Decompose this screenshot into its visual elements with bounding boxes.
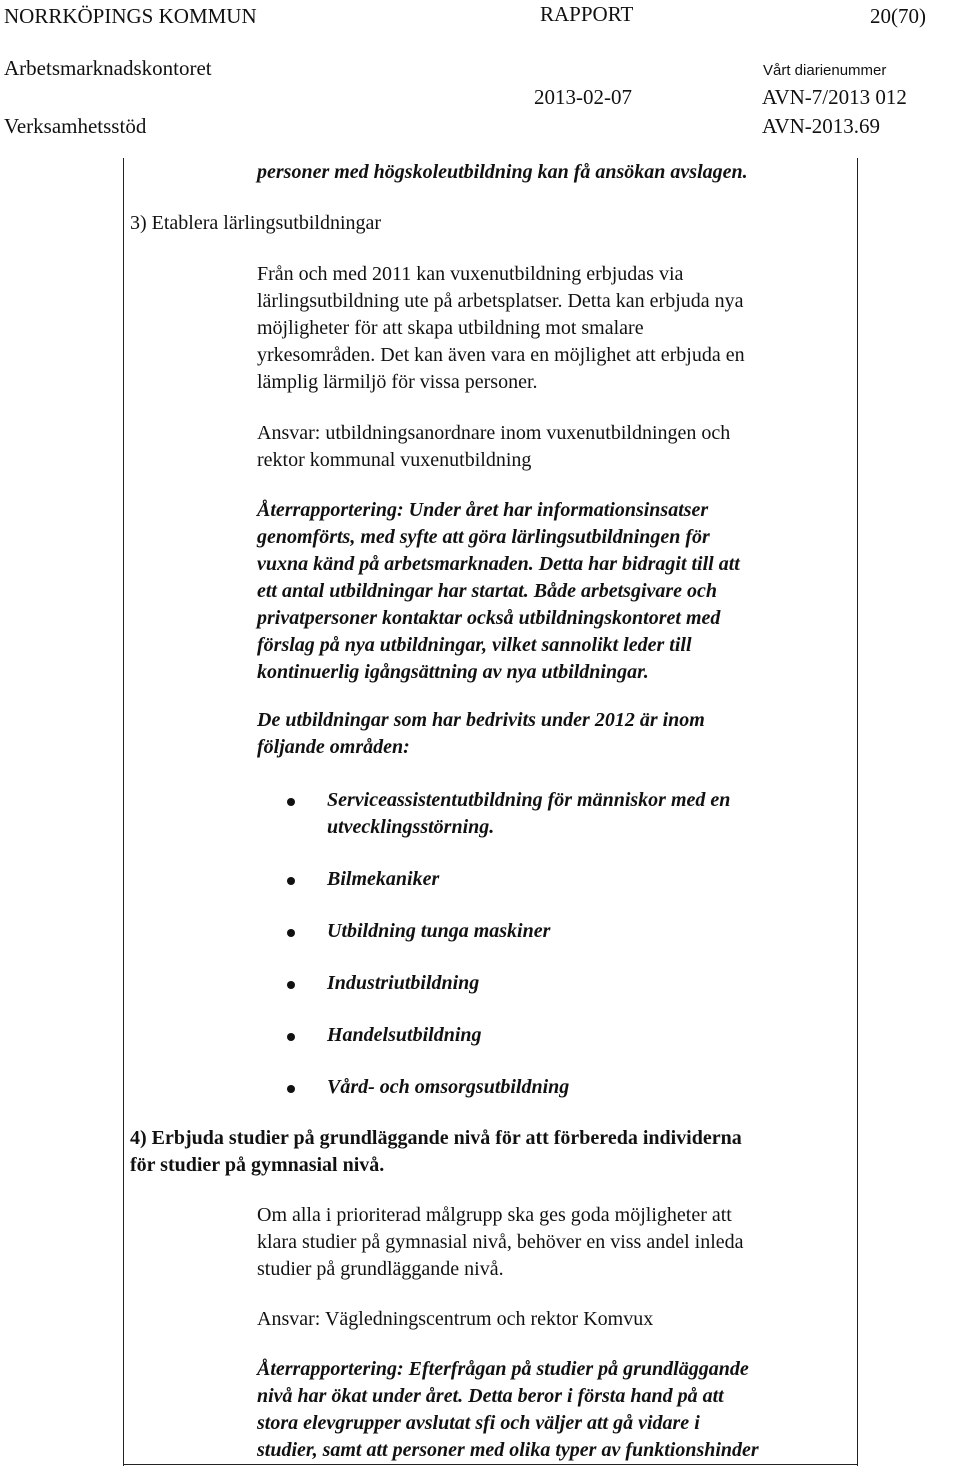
section-4-paragraph — [257, 1202, 744, 1283]
bullet-icon — [287, 981, 295, 989]
paragraph-line: lärlingsutbildning ute på arbetsplatser. Detta kan erbjuda nya — [257, 290, 744, 312]
section-4-responsibility: Ansvar: Vägledningscentrum och rektor Komvux — [257, 1308, 654, 1330]
diary-number-2: AVN-2013.69 — [762, 114, 881, 138]
table-border-bottom — [123, 1464, 857, 1465]
paragraph-line: klara studier på gymnasial nivå, behöver en viss andel inleda — [257, 1231, 744, 1253]
section-3-paragraph — [257, 261, 745, 396]
areas-intro — [257, 707, 705, 761]
org-name: NORRKÖPINGS KOMMUN — [4, 4, 257, 28]
paragraph-line: genomförts, med syfte att göra lärlingsutbildningen för — [257, 526, 710, 548]
paragraph-line: Återrapportering: Efterfrågan på studier på grundläggande — [257, 1358, 749, 1380]
paragraph-line: Ansvar: utbildningsanordnare inom vuxenutbildningen och — [257, 422, 731, 444]
list-item-text: Utbildning tunga maskiner — [327, 920, 551, 942]
diary-label: Vårt diarienummer — [763, 62, 887, 79]
paragraph-line: Återrapportering: Under året har informationsinsatser — [257, 499, 709, 521]
continued-line: personer med högskoleutbildning kan få ansökan avslagen. — [257, 161, 748, 183]
doc-type: RAPPORT — [540, 2, 634, 26]
bullet-icon — [287, 1085, 295, 1093]
diary-number-1: AVN-7/2013 012 — [762, 85, 907, 109]
section-3-report-back — [257, 497, 740, 686]
unit-name: Verksamhetsstöd — [4, 114, 147, 138]
paragraph-line: förslag på nya utbildningar, vilket sannolikt leder till — [257, 634, 692, 656]
heading-line: för studier på gymnasial nivå. — [130, 1154, 385, 1176]
list-item-text — [327, 787, 730, 841]
paragraph-line: följande områden: — [257, 736, 410, 758]
section-3-responsibility — [257, 420, 730, 474]
paragraph-line: stora elevgrupper avslutat sfi och väljer att gå vidare i — [257, 1412, 700, 1434]
list-item-text: Vård- och omsorgsutbildning — [327, 1076, 570, 1098]
list-item-text: Handelsutbildning — [327, 1024, 482, 1046]
department: Arbetsmarknadskontoret — [4, 56, 212, 80]
heading-line: 4) Erbjuda studier på grundläggande nivå för att förbereda individerna — [130, 1127, 742, 1149]
paragraph-line: lämplig lärmiljö för vissa personer. — [257, 371, 538, 393]
paragraph-line: De utbildningar som har bedrivits under 2012 är inom — [257, 709, 705, 731]
paragraph-line: vuxna känd på arbetsmarknaden. Detta har bidragit till att — [257, 553, 740, 575]
paragraph-line: privatpersoner kontaktar också utbildningskontoret med — [257, 607, 721, 629]
paragraph-line: möjligheter för att skapa utbildning mot smalare — [257, 317, 644, 339]
bullet-icon — [287, 798, 295, 806]
bullet-icon — [287, 1033, 295, 1041]
section-3-heading: 3) Etablera lärlingsutbildningar — [130, 212, 382, 234]
report-date: 2013-02-07 — [534, 85, 632, 109]
paragraph-line: kontinuerlig igångsättning av nya utbildningar. — [257, 661, 649, 683]
section-4-report-back — [257, 1356, 759, 1464]
list-item-text: Industriutbildning — [327, 972, 480, 994]
list-item-text: Bilmekaniker — [327, 868, 440, 890]
paragraph-line: nivå har ökat under året. Detta beror i första hand på att — [257, 1385, 724, 1407]
table-border-left — [123, 158, 124, 1466]
paragraph-line: studier på grundläggande nivå. — [257, 1258, 504, 1280]
bullet-icon — [287, 877, 295, 885]
table-border-right — [857, 158, 858, 1466]
bullet-icon — [287, 929, 295, 937]
list-item-line: Serviceassistentutbildning för människor med en — [327, 789, 731, 811]
paragraph-line: ett antal utbildningar har startat. Både arbetsgivare och — [257, 580, 718, 602]
page-number: 20(70) — [870, 4, 926, 28]
paragraph-line: Från och med 2011 kan vuxenutbildning erbjudas via — [257, 263, 684, 285]
paragraph-line: yrkesområden. Det kan även vara en möjlighet att erbjuda en — [257, 344, 745, 366]
section-4-heading — [130, 1125, 742, 1179]
paragraph-line: Om alla i prioriterad målgrupp ska ges goda möjligheter att — [257, 1204, 732, 1226]
paragraph-line: studier, samt att personer med olika typer av funktionshinder — [257, 1439, 759, 1461]
list-item-line: utvecklingsstörning. — [327, 816, 495, 838]
paragraph-line: rektor kommunal vuxenutbildning — [257, 449, 532, 471]
